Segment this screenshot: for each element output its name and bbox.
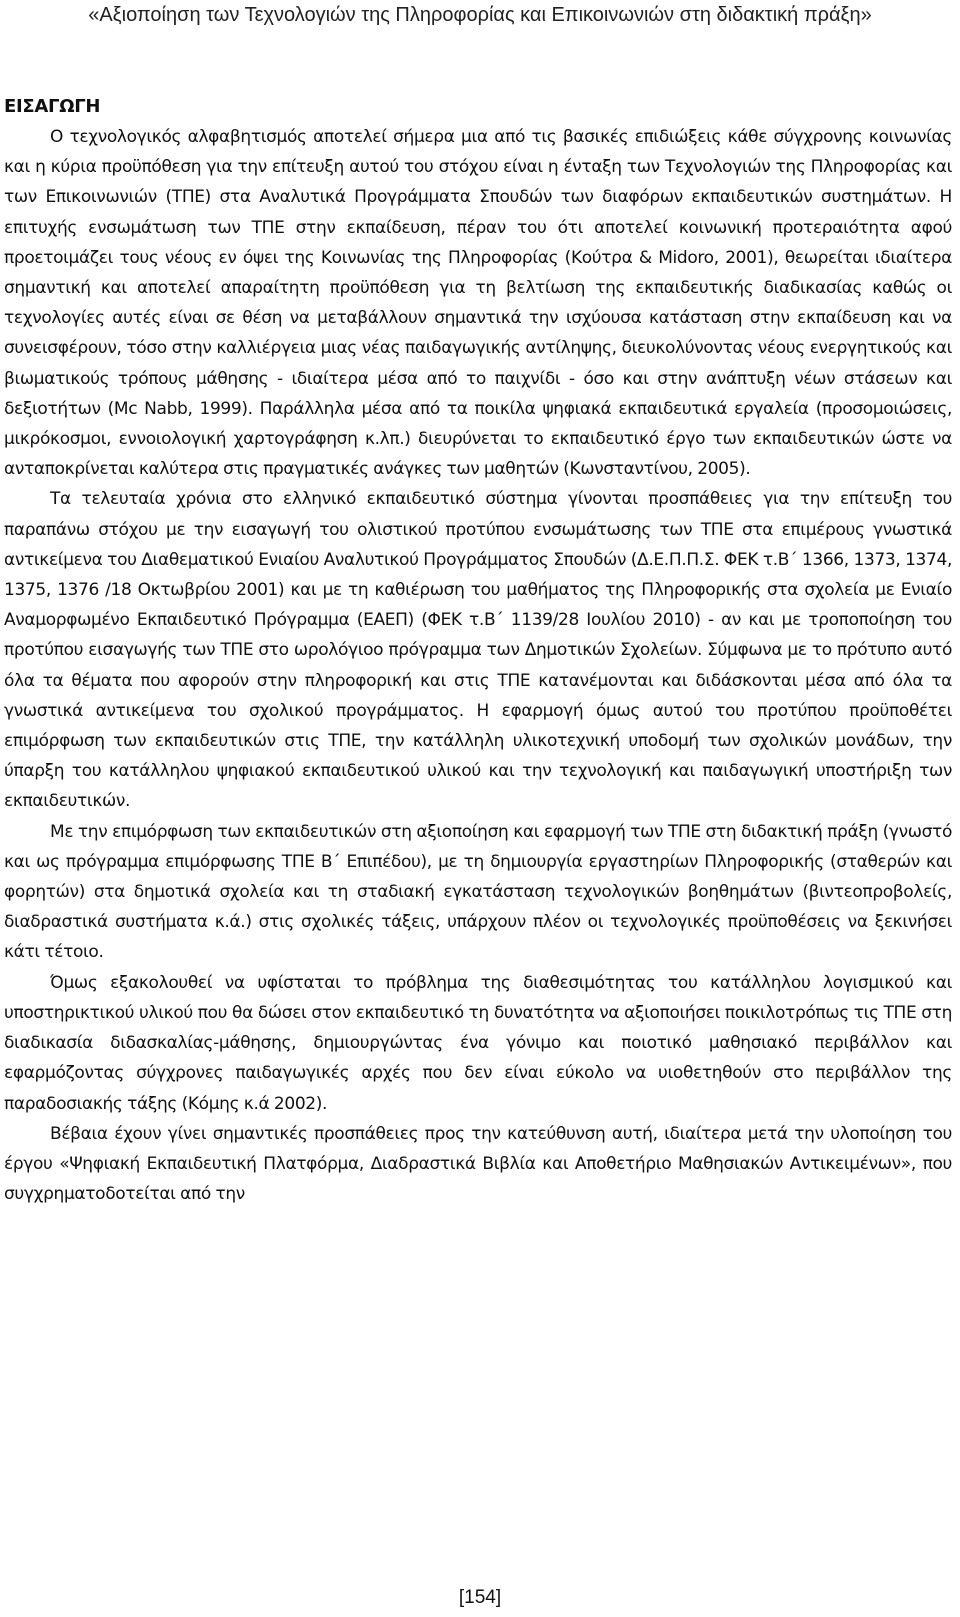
paragraph-4: Όμως εξακολουθεί να υφίσταται το πρόβλημα της διαθεσιμότητας του κατάλληλου λογισμικού και υποστηρικτικού υλικού που θα δώσει στον εκπαιδευτικό τη δυνατότητα να αξιοποιήσει ποικιλοτρόπως τις ΤΠΕ στη διαδικασία διδασκαλίας-μάθησης, δημιουργώντας ένα γόνιμο και ποιοτικό μαθησιακό περιβάλλον και εφαρμόζοντας σύγχρονες παιδαγωγικές αρχές που δεν είναι εύκολο να υιοθετηθούν στο περιβάλλον της παραδοσιακής τάξης (Κόμης κ.ά 2002). <box>4 972 952 1114</box>
document-body <box>4 92 952 1209</box>
paragraph-1: Ο τεχνολογικός αλφαβητισμός αποτελεί σήμερα μια από τις βασικές επιδιώξεις κάθε σύγχρονης κοινωνίας και η κύρια προϋπόθεση για την επίτευξη αυτού του στόχου είναι η ένταξη των Τεχνολογιών της Πληροφορίας και των Επικοινωνιών (ΤΠΕ) στα Αναλυτικά Προγράμματα Σπουδών των διαφόρων εκπαιδευτικών συστημάτων. Η επιτυχής ενσωμάτωση των ΤΠΕ στην εκπαίδευση, πέραν του ότι αποτελεί κοινωνική προτεραιότητα αφού προετοιμάζει τους νέους εν όψει της Κοινωνίας της Πληροφορίας (Κούτρα & Midoro, 2001), θεωρείται ιδιαίτερα σημαντική και αποτελεί απαραίτητη προϋπόθεση για τη βελτίωση της εκπαιδευτικής διαδικασίας καθώς οι τεχνολογίες αυτές είναι σε θέση να μεταβάλλουν σημαντικά την ισχύουσα κατάσταση στην εκπαίδευση και να συνεισφέρουν, τόσο στην καλλιέργεια μιας νέας παιδαγωγικής αντίληψης, διευκολύνοντας νέους ενεργητικούς και βιωματικούς τρόπους μάθησης - ιδιαίτερα μέσα από το παιχνίδι - όσο και στην ανάπτυξη νέων στάσεων και δεξιοτήτων (Mc Nabb, 1999). Παράλληλα μέσα από τα ποικίλα ψηφιακά εκπαιδευτικά εργαλεία (προσομοιώσεις, μικρόκοσμοι, εννοιολογική χαρτογράφηση κ.λπ.) διευρύνεται το εκπαιδευτικό έργο των εκπαιδευτικών ώστε να ανταποκρίνεται καλύτερα στις πραγματικές ανάγκες των μαθητών (Κωνσταντίνου, 2005). <box>4 127 952 480</box>
running-header: «Αξιοποίηση των Τεχνολογιών της Πληροφορίας και Επικοινωνιών στη διδακτική πράξη» <box>88 4 872 26</box>
paragraph-3: Με την επιμόρφωση των εκπαιδευτικών στη αξιοποίηση και εφαρμογή των ΤΠΕ στη διδακτική πράξη (γνωστό και ως πρόγραμμα επιμόρφωσης ΤΠΕ Β΄ Επιπέδου), με τη δημιουργία εργαστηρίων Πληροφορικής (σταθερών και φορητών) στα δημοτικά σχολεία και τη σταδιακή εγκατάσταση τεχνολογικών βοηθημάτων (βιντεοπροβολείς, διαδραστικά συστήματα κ.ά.) στις σχολικές τάξεις, υπάρχουν πλέον οι τεχνολογικές προϋποθέσεις να ξεκινήσει κάτι τέτοιο. <box>4 821 952 963</box>
paragraph-2: Τα τελευταία χρόνια στο ελληνικό εκπαιδευτικό σύστημα γίνονται προσπάθειες για την επίτευξη του παραπάνω στόχου με την εισαγωγή του ολιστικού προτύπου ενσωμάτωσης των ΤΠΕ στα επιμέρους γνωστικά αντικείμενα του Διαθεματικού Ενιαίου Αναλυτικού Προγράμματος Σπουδών (Δ.Ε.Π.Π.Σ. ΦΕΚ τ.Β΄ 1366, 1373, 1374, 1375, 1376 /18 Οκτωβρίου 2001) και με τη καθιέρωση του μαθήματος της Πληροφορικής στα σχολεία με Ενιαίο Αναμορφωμένο Εκπαιδευτικό Πρόγραμμα (ΕΑΕΠ) (ΦΕΚ τ.Β΄ 1139/28 Ιουλίου 2010) - αν και με τροποποίηση του προτύπου εισαγωγής των ΤΠΕ στο ωρολόγιοο πρόγραμμα των Δημοτικών Σχολείων. Σύμφωνα με το πρότυπο αυτό όλα τα θέματα που αφορούν στην πληροφορική και στις ΤΠΕ κατανέμονται και διδάσκονται μέσα από όλα τα γνωστικά αντικείμενα του σχολικού προγράμματος. Η εφαρμογή όμως αυτού του προτύπου προϋποθέτει επιμόρφωση των εκπαιδευτικών στις ΤΠΕ, την κατάλληλη υλικοτεχνική υποδομή των σχολικών μονάδων, την ύπαρξη του κατάλληλου ψηφιακού εκπαιδευτικού υλικού και την τεχνολογική και παιδαγωγική υποστήριξη των εκπαιδευτικών. <box>4 489 952 812</box>
paragraph-5: Βέβαια έχουν γίνει σημαντικές προσπάθειες προς την κατεύθυνση αυτή, ιδιαίτερα μετά την υλοποίηση του έργου «Ψηφιακή Εκπαιδευτική Πλατφόρμα, Διαδραστικά Βιβλία και Αποθετήριο Μαθησιακών Αντικειμένων», που συγχρηματοδοτείται από την <box>4 1123 952 1205</box>
page-number: [154] <box>458 1587 502 1608</box>
section-title: ΕΙΣΑΓΩΓΗ <box>4 96 101 117</box>
